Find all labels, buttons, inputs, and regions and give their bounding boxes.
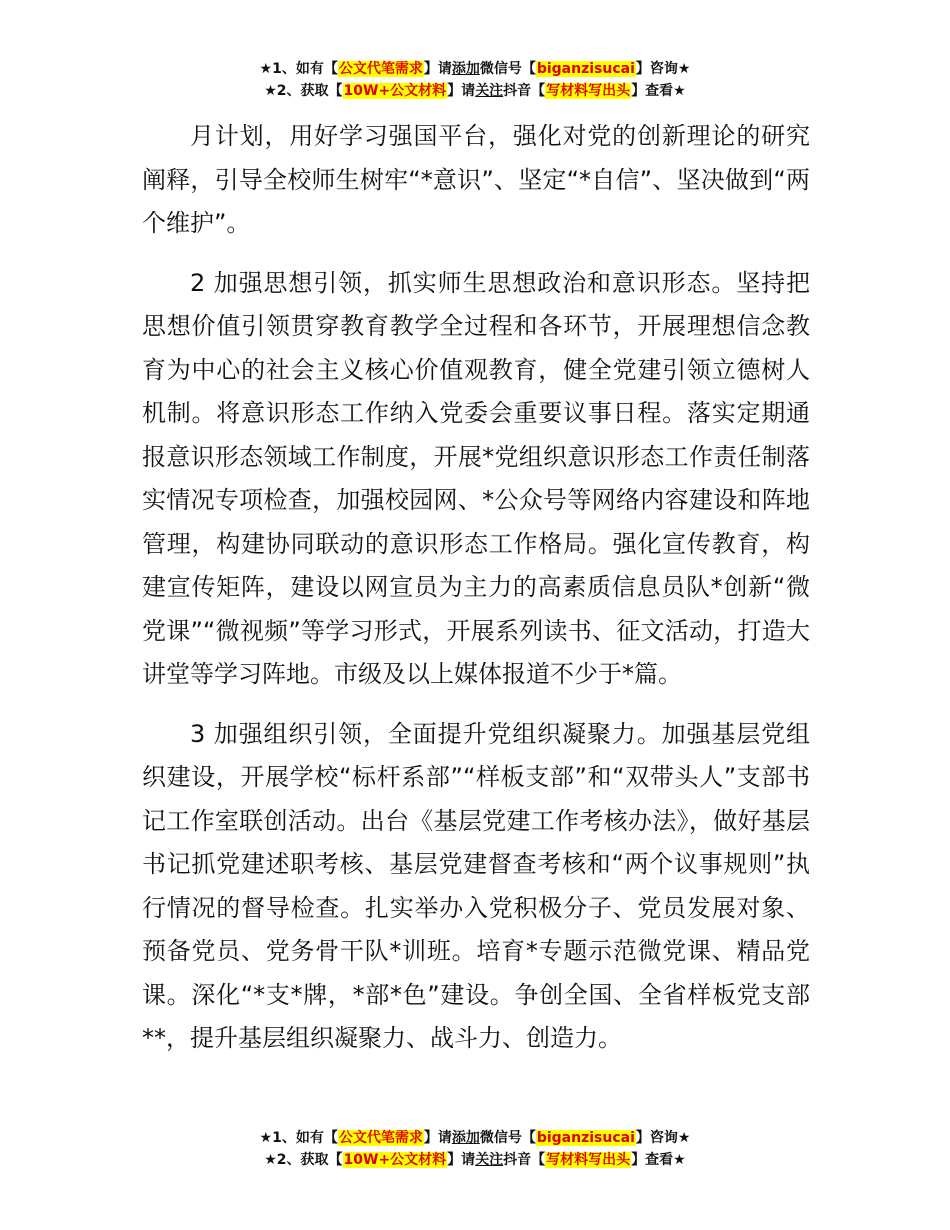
banner-highlight: 写材料写出头	[546, 83, 631, 99]
document-body	[142, 115, 810, 1077]
banner-underline: 添加	[451, 1130, 480, 1146]
banner-text: 微信号【	[479, 61, 536, 77]
banner-underline: 添加	[451, 61, 480, 77]
banner-highlight: 公文代笔需求	[338, 61, 423, 77]
header-banner	[0, 58, 950, 102]
banner-line-2	[0, 80, 950, 102]
banner-line-1	[0, 1127, 950, 1149]
banner-text: 】请	[447, 1152, 476, 1168]
banner-highlight: 10W+公文材料	[343, 1152, 447, 1168]
paragraph-3: 3 加强组织引领，全面提升党组织凝聚力。加强基层党组织建设，开展学校“标杆系部”“样板支部”和“双带头人”支部书记工作室联创活动。出台《基层党建工作考核办法》，做好基层书记抓党建述职考核、基层党建督查考核和“两个议事规则”执行情况的督导检查。扎实举办入党积极分子、党员发展对象、预备党员、党务骨干队*训班。培育*专题示范微党课、精品党课。深化“*支*牌，*部*色”建设。争创全国、全省样板党支部**，提升基层组织凝聚力、战斗力、创造力。	[142, 719, 810, 1052]
banner-highlight: biganzisucai	[536, 61, 635, 77]
banner-highlight: biganzisucai	[536, 1130, 635, 1146]
banner-text: 】查看★	[631, 1152, 686, 1168]
banner-text: ★2、获取【	[264, 1152, 343, 1168]
banner-highlight: 写材料写出头	[546, 1152, 631, 1168]
banner-text: 抖音【	[503, 83, 546, 99]
banner-text: 】咨询★	[635, 1130, 691, 1146]
banner-text: ★2、获取【	[264, 83, 343, 99]
banner-text: 抖音【	[503, 1152, 546, 1168]
banner-text: 微信号【	[479, 1130, 536, 1146]
banner-highlight: 10W+公文材料	[343, 83, 447, 99]
banner-text: 】咨询★	[635, 61, 691, 77]
footer-banner	[0, 1127, 950, 1171]
banner-line-2	[0, 1149, 950, 1171]
banner-underline: 关注	[475, 83, 504, 99]
banner-text: 】请	[423, 1130, 452, 1146]
banner-text: ★1、如有【	[259, 61, 338, 77]
banner-text: 】请	[423, 61, 452, 77]
paragraph-1: 月计划，用好学习强国平台，强化对党的创新理论的研究阐释，引导全校师生树牢“*意识”、坚定“*自信”、坚决做到“两个维护”。	[142, 122, 810, 237]
paragraph-2: 2 加强思想引领，抓实师生思想政治和意识形态。坚持把思想价值引领贯穿教育教学全过程和各环节，开展理想信念教育为中心的社会主义核心价值观教育，健全党建引领立德树人机制。将意识形态工作纳入党委会重要议事日程。落实定期通报意识形态领域工作制度，开展*党组织意识形态工作责任制落实情况专项检查，加强校园网、*公众号等网络内容建设和阵地管理，构建协同联动的意识形态工作格局。强化宣传教育，构建宣传矩阵，建设以网宣员为主力的高素质信息员队*创新“微党课”“微视频”等学习形式，开展系列读书、征文活动，打造大讲堂等学习阵地。市级及以上媒体报道不少于*篇。	[142, 268, 810, 688]
banner-line-1	[0, 58, 950, 80]
banner-highlight: 公文代笔需求	[338, 1130, 423, 1146]
banner-text: 】请	[447, 83, 476, 99]
banner-underline: 关注	[475, 1152, 504, 1168]
banner-text: 】查看★	[631, 83, 686, 99]
banner-text: ★1、如有【	[259, 1130, 338, 1146]
